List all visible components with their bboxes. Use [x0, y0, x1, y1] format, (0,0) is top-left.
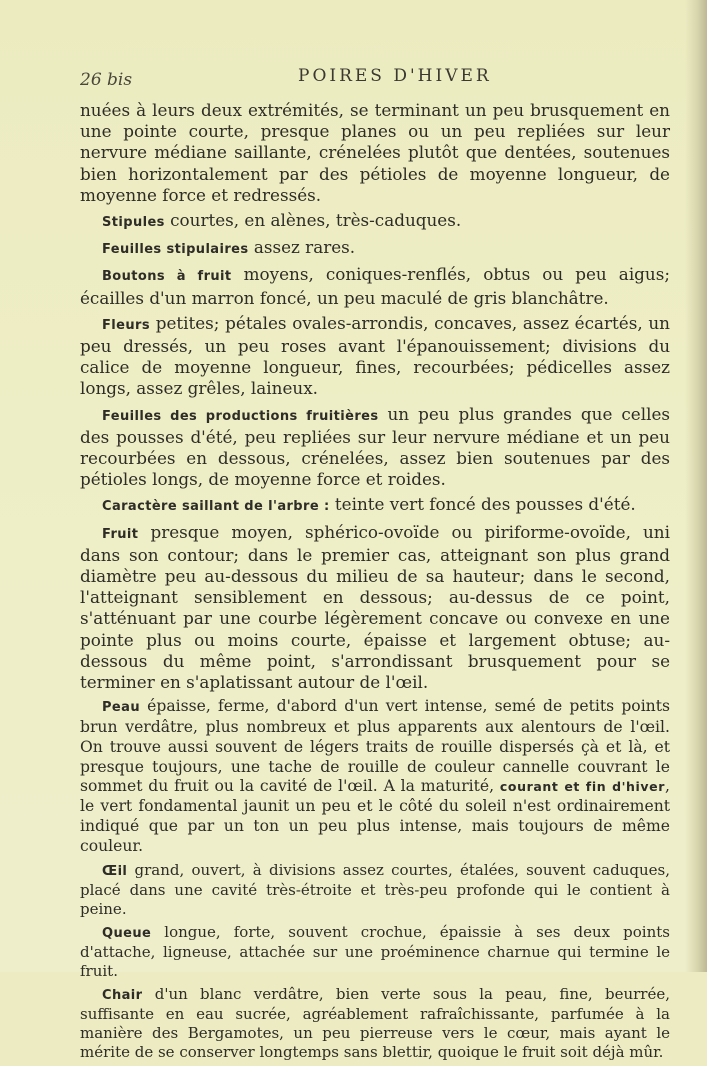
paragraph-text: un peu plus grandes que celles des pousses d'été, peu repliées sur leur nervure médiane et un peu recourbées en dessous, crénelées, assez bien soutenues par des pétioles longs, de moyenne force et roides.	[80, 403, 670, 490]
paragraph-label: Fruit	[102, 526, 139, 542]
paragraph-label: Feuilles des productions fruitières	[102, 408, 379, 424]
paragraph-text: d'un blanc verdâtre, bien verte sous la peau, fine, beurrée, suffisante en eau sucrée, agréablement rafraîchissante, parfumée à la manière des Bergamotes, un peu pierreuse vers le cœur, mais ayant le mérite de se conserver longtemps sans blettir, quoique le fruit soit déjà mûr.	[80, 984, 670, 1061]
season-emphasis: courant et fin d'hiver	[499, 779, 666, 795]
paragraph-text: petites; pétales ovales-arrondis, concaves, assez écartés, un peu dressés, un peu roses avant l'épanouissement; divisions du calice de moyenne longueur, fines, recourbées; pédicelles assez longs, assez grêles, laineux.	[80, 312, 670, 399]
paragraph-label: Feuilles stipulaires	[102, 242, 249, 258]
paragraph-label: Caractère saillant de l'arbre :	[102, 499, 330, 515]
page-header	[80, 64, 680, 94]
paragraph-boutons	[80, 264, 670, 308]
running-title: POIRES D'HIVER	[298, 66, 492, 86]
paragraph-text: nuées à leurs deux extrémités, se terminant un peu brusquement en une pointe courte, presque planes ou un peu repliées sur leur nervure médiane saillante, crénelées plutôt que dentées, soutenues bien horizontalement par des pétioles de moyenne longueur, de moyenne force et redressés.	[80, 100, 670, 205]
page-number: 26 bis	[80, 70, 133, 90]
paragraph-caractere	[80, 494, 670, 517]
paragraph-label: Boutons à fruit	[102, 269, 232, 285]
paragraph-stipules	[80, 210, 670, 233]
paragraph-label: Peau	[102, 700, 140, 716]
paragraph-text: longue, forte, souvent crochue, épaissie à ses deux points d'attache, ligneuse, attachée sur une proéminence charnue qui termine le fruit.	[80, 922, 670, 980]
paragraph-text: moyens, coniques-renflés, obtus ou peu aigus; écailles d'un marron foncé, un peu maculé de gris blanchâtre.	[80, 264, 670, 308]
page-edge-shadow	[685, 0, 707, 972]
paragraph-fruit	[80, 522, 670, 694]
paragraph-label: Œil	[102, 863, 128, 879]
paragraph-text: teinte vert foncé des pousses d'été.	[329, 494, 636, 515]
paragraph-text: presque moyen, sphérico-ovoïde ou piriforme-ovoïde, uni dans son contour; dans le premier cas, atteignant son plus grand diamètre peu au-dessous du milieu de sa hauteur; dans le second, l'atteignant sensiblement en dessous; au-dessus de ce point, s'atténuant par une courbe légèrement concave ou convexe en une pointe plus ou moins courte, épaisse et largement obtuse; au-dessous du même point, s'arrondissant brusquement pour se terminer en s'aplatissant autour de l'œil.	[80, 521, 670, 693]
paragraph-continued	[80, 100, 670, 206]
paragraph-text: grand, ouvert, à divisions assez courtes, étalées, souvent caduques, placé dans une cavité très-étroite et très-peu profonde qui le contient à peine.	[80, 860, 670, 918]
paragraph-label: Stipules	[102, 215, 165, 231]
paragraph-label: Queue	[102, 925, 152, 941]
paragraph-label: Chair	[102, 987, 143, 1003]
paragraph-label: Fleurs	[102, 317, 150, 333]
paragraph-text: , le vert fondamental jaunit un peu et le côté du soleil n'est ordinairement indiqué que par un ton un peu plus intense, mais toujours de même couleur.	[80, 777, 670, 855]
paragraph-text: courtes, en alènes, très-caduques.	[164, 210, 462, 231]
paragraph-feuilles-productions	[80, 404, 670, 491]
page-body	[80, 100, 670, 1066]
paragraph-text: épaisse, ferme, d'abord d'un vert intense, semé de petits points brun verdâtre, plus nombreux et plus apparents aux alentours de l'œil. On trouve aussi souvent de légers traits de rouille dispersés çà et là, et presque toujours, une tache de rouille de couleur cannelle couvrant le sommet du fruit ou la cavité de l'œil. A la maturité,	[80, 697, 670, 796]
paragraph-peau	[80, 697, 670, 856]
paragraph-fleurs	[80, 313, 670, 400]
paragraph-text: assez rares.	[248, 237, 356, 258]
paragraph-feuilles-stipulaires	[80, 237, 670, 260]
paragraph-chair	[80, 985, 670, 1062]
paragraph-oeil	[80, 861, 670, 919]
